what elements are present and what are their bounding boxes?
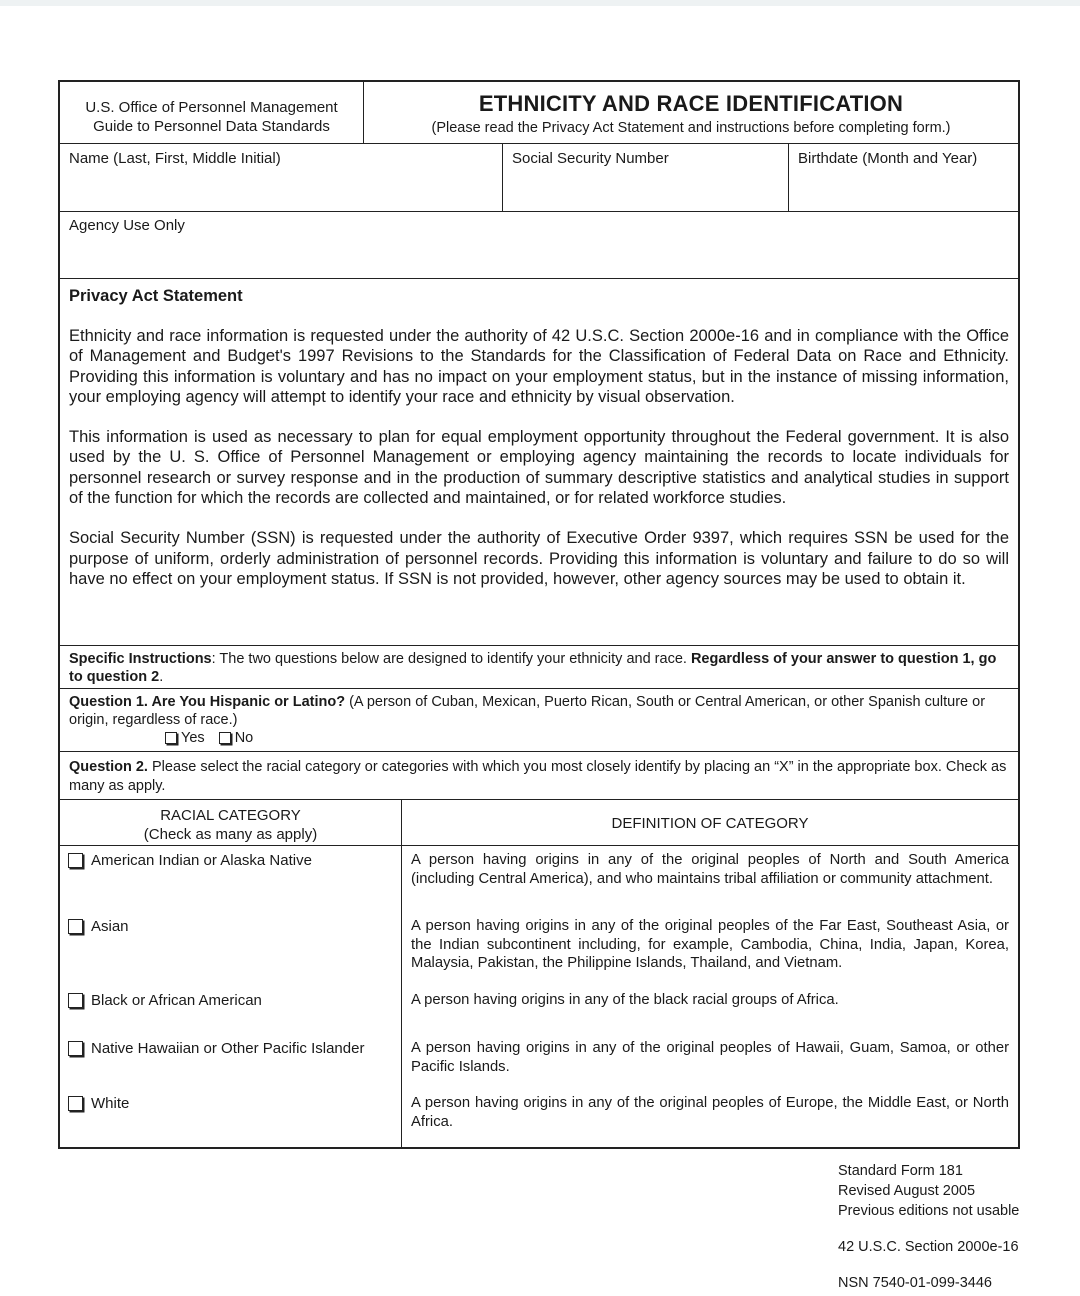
birthdate-field-label: Birthdate (Month and Year) [798, 150, 978, 167]
hispanic-no-label: No [234, 730, 254, 746]
hispanic-yes-option[interactable] [165, 729, 205, 747]
category-header-line-1: RACIAL CATEGORY [160, 807, 301, 824]
category-column [60, 800, 402, 1147]
category-column-header [60, 800, 401, 846]
question-1 [60, 689, 1018, 752]
category-american-indian[interactable] [60, 846, 401, 912]
top-edge-bar [0, 0, 1080, 6]
privacy-paragraph-1: Ethnicity and race information is requested under the authority of 42 U.S.C. Section 2000e-16 and in compliance with the Office of Management and Budget's 1997 Revisions to the Standards for the Classification of Federal Data on Race and Ethnicity. Providing this information is voluntary and has no impact on your employment status, but in the instance of missing information, your employing agency will attempt to identify your race and ethnicity by visual observation. [69, 327, 1009, 406]
revised-date: Revised August 2005 [838, 1183, 976, 1199]
title-box [364, 82, 1018, 143]
question-1-label: Question 1. Are You Hispanic or Latino? [69, 694, 346, 710]
form-number: Standard Form 181 [838, 1163, 963, 1179]
agency-line-1: U.S. Office of Personnel Management [85, 99, 338, 116]
identity-fields-row [60, 144, 1018, 212]
category-label: White [91, 1095, 130, 1112]
category-white[interactable] [60, 1089, 401, 1147]
hispanic-yes-checkbox[interactable] [165, 732, 177, 744]
definition-column-header: DEFINITION OF CATEGORY [402, 800, 1018, 846]
question-1-text-block [69, 693, 1009, 729]
agency-box [60, 82, 364, 143]
hispanic-no-checkbox[interactable] [219, 732, 231, 744]
instructions-end: . [159, 668, 164, 685]
privacy-act-statement [60, 279, 1018, 646]
american-indian-checkbox[interactable] [68, 853, 83, 868]
instructions-text: : The two questions below are designed to identify your ethnicity and race. [211, 651, 691, 667]
asian-checkbox[interactable] [68, 919, 83, 934]
nsn-number: NSN 7540-01-099-3446 [838, 1275, 992, 1291]
name-field[interactable] [60, 144, 503, 211]
category-label: Native Hawaiian or Other Pacific Islander [91, 1040, 365, 1057]
editions-note: Previous editions not usable [838, 1203, 1020, 1219]
form-footer [838, 1161, 1019, 1293]
agency-use-label: Agency Use Only [69, 217, 185, 234]
racial-category-table [60, 800, 1018, 1147]
definition-asian: A person having origins in any of the original peoples of the Far East, Southeast Asia, or the Indian subcontinent including, for example, Cambodia, China, India, Japan, Korea, Malaysia, Pakistan, the Philippine Islands, Thailand, and Vietnam. [411, 918, 1009, 971]
specific-instructions [60, 646, 1018, 689]
category-label: Asian [91, 918, 129, 935]
name-field-label: Name (Last, First, Middle Initial) [69, 150, 281, 167]
black-checkbox[interactable] [68, 993, 83, 1008]
agency-use-field[interactable] [60, 212, 1018, 279]
definition-column [402, 800, 1018, 1147]
birthdate-field[interactable] [789, 144, 1018, 211]
ssn-field-label: Social Security Number [512, 150, 669, 167]
form-subtitle: (Please read the Privacy Act Statement and instructions before completing form.) [431, 120, 951, 136]
privacy-paragraph-2: This information is used as necessary to plan for equal employment opportunity throughout the Federal government. It is also used by the U. S. Office of Personnel Management or employing agency maintaining the records to locate individuals for personnel research or survey response and in the production of summary descriptive statistics and analytical studies in support of the function for which the records are collected and maintained, or for related workforce studies. [69, 428, 1009, 508]
category-label: American Indian or Alaska Native [91, 852, 312, 869]
authority-citation: 42 U.S.C. Section 2000e-16 [838, 1239, 1019, 1255]
instructions-bold-text: Regardless of your answer to question 1, go to question 2 [69, 651, 997, 685]
agency-line-2: Guide to Personnel Data Standards [93, 118, 330, 135]
question-2-text: Please select the racial category or categories with which you most closely identify by placing an “X” in the appropriate box. Check as many as apply. [69, 759, 1007, 794]
ethnicity-race-form [58, 80, 1020, 1149]
form-header [60, 82, 1018, 144]
privacy-paragraph-3: Social Security Number (SSN) is requested under the authority of Executive Order 9397, which requires SSN be used for the purpose of uniform, orderly administration of personnel records. Providing this information is voluntary and failure to do so will have no effect on your employment status. If SSN is not provided, however, other agency sources may be used to obtain it. [69, 529, 1009, 588]
definition-black: A person having origins in any of the black racial groups of Africa. [411, 992, 839, 1008]
native-hawaiian-checkbox[interactable] [68, 1041, 83, 1056]
question-2 [60, 752, 1018, 800]
question-2-label: Question 2. [69, 759, 148, 775]
form-title: ETHNICITY AND RACE IDENTIFICATION [478, 91, 904, 116]
hispanic-no-option[interactable] [219, 729, 254, 747]
definition-american-indian: A person having origins in any of the original peoples of North and South America (including Central America), and who maintains tribal affiliation or community attachment. [411, 852, 1009, 887]
question-1-options [69, 729, 1009, 747]
privacy-heading: Privacy Act Statement [69, 287, 243, 305]
ssn-field[interactable] [503, 144, 789, 211]
definition-white: A person having origins in any of the original peoples of Europe, the Middle East, or North Africa. [411, 1095, 1009, 1130]
category-asian[interactable] [60, 912, 401, 986]
category-native-hawaiian[interactable] [60, 1034, 401, 1089]
white-checkbox[interactable] [68, 1096, 83, 1111]
definition-native-hawaiian: A person having origins in any of the original peoples of Hawaii, Guam, Samoa, or other Pacific Islands. [411, 1040, 1009, 1075]
hispanic-yes-label: Yes [181, 730, 205, 746]
category-header-line-2: (Check as many as apply) [143, 826, 318, 843]
question-1-text: (A person of Cuban, Mexican, Puerto Rican, South or Central American, or other Spanish culture or origin, regardless of race.) [69, 694, 986, 728]
category-label: Black or African American [91, 992, 262, 1009]
category-black[interactable] [60, 986, 401, 1034]
instructions-label: Specific Instructions [69, 651, 212, 667]
